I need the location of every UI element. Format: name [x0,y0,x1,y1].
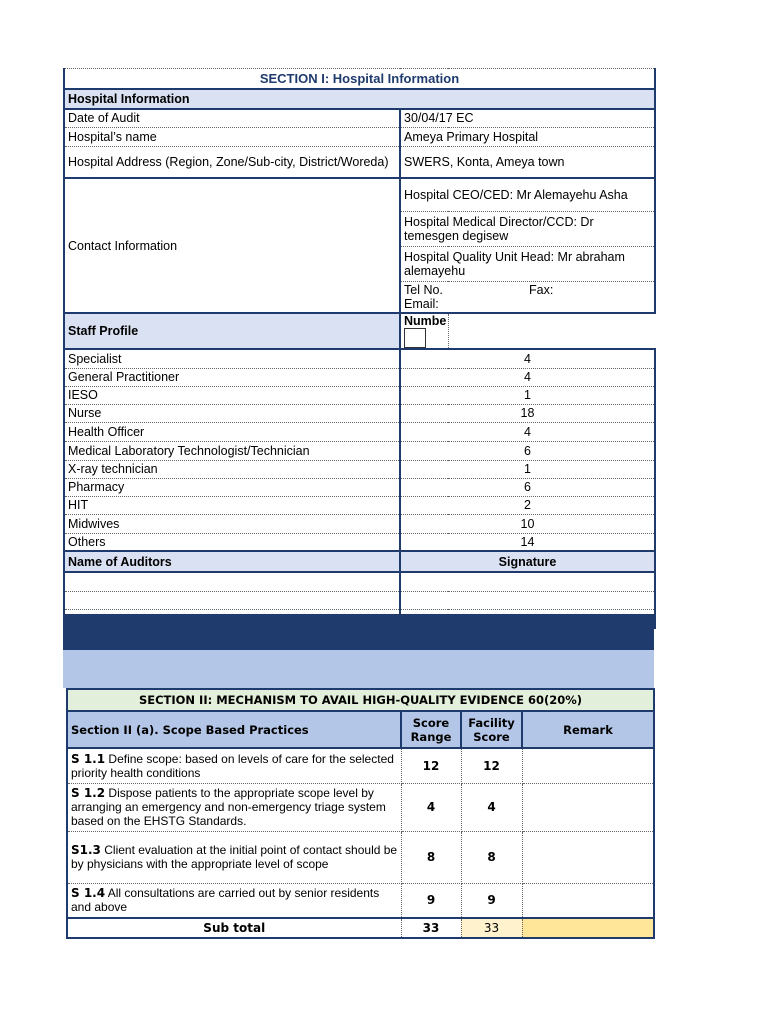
subtotal-remark [522,918,654,938]
staff-count[interactable]: 6 [400,478,655,496]
criterion-description: Client evaluation at the initial point of contact should be by physicians with the appropriate level of scope [71,843,398,871]
hospital-address-value[interactable]: SWERS, Konta, Ameya town [400,146,655,178]
auditor-name-cell[interactable] [64,591,400,609]
staff-count[interactable]: 4 [400,368,655,386]
date-of-audit-value[interactable]: 30/04/17 EC [400,109,655,127]
staff-count[interactable]: 1 [400,460,655,478]
staff-count[interactable]: 14 [400,533,655,551]
remark-cell[interactable] [522,783,654,831]
subtotal-label: Sub total [67,918,401,938]
criterion-code: S 1.2 [71,786,106,800]
staff-count[interactable]: 2 [400,496,655,514]
criterion-text [67,831,401,883]
staff-role: HIT [64,496,400,514]
date-of-audit-label: Date of Audit [64,109,400,127]
criterion-description: Define scope: based on levels of care for the selected priority health conditions [71,751,394,780]
remark-cell[interactable] [522,831,654,883]
hospital-address-label: Hospital Address (Region, Zone/Sub-city, District/Woreda) [64,146,400,178]
hospital-quality-head[interactable]: Hospital Quality Unit Head: Mr abraham alemayehu [400,246,655,281]
criterion-text [67,883,401,918]
tel-label: Tel No. [404,282,443,297]
subtotal-range: 33 [401,918,461,938]
staff-role: Others [64,533,400,551]
staff-role: Pharmacy [64,478,400,496]
staff-role: Health Officer [64,422,400,441]
hospital-ceo[interactable]: Hospital CEO/CED: Mr Alemayehu Asha [400,178,655,211]
staff-count[interactable]: 4 [400,422,655,441]
signature-header: Signature [400,551,655,572]
staff-count[interactable]: 10 [400,514,655,533]
hospital-information-header: Hospital Information [64,89,655,109]
staff-role: General Practitioner [64,368,400,386]
staff-role: Midwives [64,514,400,533]
hospital-information-table [63,68,656,629]
section2a-header: Section II (a). Scope Based Practices [67,711,401,748]
score-range: 8 [401,831,461,883]
criterion-description: All consultations are carried out by senior residents and above [71,886,380,915]
staff-role: Medical Laboratory Technologist/Technician [64,441,400,460]
contact-information-label: Contact Information [64,178,400,313]
criterion-text [67,783,401,831]
fax-label: Fax: [529,282,554,297]
score-range: 9 [401,883,461,918]
facility-score[interactable]: 8 [461,831,522,883]
auditor-signature-cell[interactable] [400,591,655,609]
facility-score[interactable]: 4 [461,783,522,831]
staff-role: Nurse [64,404,400,422]
number-cell-box [404,328,426,348]
number-header [400,313,448,349]
facility-score[interactable]: 12 [461,748,522,783]
hospital-name-value[interactable]: Ameya Primary Hospital [400,127,655,146]
staff-role: IESO [64,386,400,404]
name-of-auditors-header: Name of Auditors [64,551,400,572]
criterion-text [67,748,401,783]
staff-count[interactable]: 4 [400,349,655,368]
auditor-name-cell[interactable] [64,572,400,591]
hospital-medical-director[interactable]: Hospital Medical Director/CCD: Dr temesgen degisew [400,211,655,246]
criterion-code: S 1.4 [71,886,106,901]
criterion-description: Dispose patients to the appropriate scope level by arranging an emergency and non-emergency triage system based on the EHSTG Standards. [71,786,386,828]
section2-table [66,688,655,939]
remark-header: Remark [522,711,654,748]
staff-count[interactable]: 18 [400,404,655,422]
score-range: 12 [401,748,461,783]
section2-title: SECTION II: MECHANISM TO AVAIL HIGH-QUALITY EVIDENCE 60(20%) [67,689,654,711]
staff-role: Specialist [64,349,400,368]
remark-cell[interactable] [522,748,654,783]
staff-count[interactable]: 6 [400,441,655,460]
dark-band-divider [63,614,654,650]
subtotal-facility-score: 33 [461,918,522,938]
email-label: Email: [404,296,439,311]
number-header-blank [448,313,655,349]
number-header-text: Numbe [404,314,447,328]
criterion-code: S1.3 [71,843,101,857]
score-range-header: Score Range [401,711,461,748]
auditor-signature-cell[interactable] [400,572,655,591]
hospital-name-label: Hospital’s name [64,127,400,146]
tel-fax-email[interactable] [400,281,655,313]
light-band-divider [63,650,654,688]
staff-role: X-ray technician [64,460,400,478]
facility-score-header: Facility Score [461,711,522,748]
criterion-code: S 1.1 [71,751,106,766]
section1-title: SECTION I: Hospital Information [64,69,655,90]
staff-count[interactable]: 1 [400,386,655,404]
facility-score[interactable]: 9 [461,883,522,918]
staff-profile-header: Staff Profile [64,313,400,349]
score-range: 4 [401,783,461,831]
remark-cell[interactable] [522,883,654,918]
